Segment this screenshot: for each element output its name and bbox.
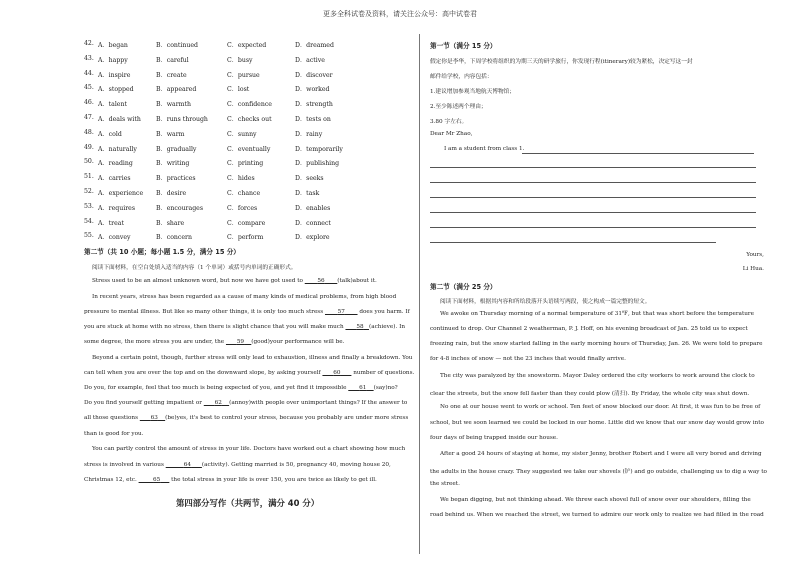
option-row	[84, 99, 412, 111]
option-a: A．began	[98, 42, 128, 49]
story-line: the street.	[430, 481, 460, 487]
grammar-line: can tell when you are over the top and on the downward slope, by asking yourself 60 number of questions.	[84, 370, 415, 376]
option-a: A．cold	[98, 130, 122, 138]
writing-requirement: 2.至少陈述两个理由；	[430, 104, 487, 110]
option-number: 47.	[84, 114, 94, 121]
option-number: 44.	[84, 69, 94, 77]
option-number: 50.	[84, 158, 94, 166]
option-row	[84, 114, 412, 126]
option-row	[84, 144, 412, 156]
option-b: B．create	[156, 71, 187, 79]
option-b: B．gradually	[156, 145, 197, 153]
story-line: We awoke on Thursday morning of a normal temperature of 31℉, but that was short before the temperature	[440, 311, 754, 317]
option-c: C．pursue	[227, 71, 260, 79]
page-header: 更多全科试卷及资料，请关注公众号：高中试卷君	[323, 10, 477, 18]
grammar-line: some degree, the more stress you are under, the 59 (good)your performance will be.	[84, 339, 345, 345]
option-a: A．deals with	[98, 116, 141, 123]
blank-58: 58	[356, 324, 364, 330]
option-number: 42.	[84, 40, 94, 47]
option-c: C．confidence	[227, 101, 272, 109]
option-number: 55.	[84, 232, 94, 240]
option-d: D．discover	[295, 71, 333, 79]
option-a: A．naturally	[98, 145, 137, 153]
option-a: A．carries	[98, 175, 131, 183]
writing-line[interactable]	[430, 167, 756, 168]
option-b: B．writing	[156, 160, 190, 168]
option-c: C．perform	[227, 234, 264, 242]
grammar-line: all those questions 63 (be)yes, it's best to control your stress, because you probably are under more stress	[84, 415, 409, 421]
option-row	[84, 173, 412, 185]
grammar-line: Do you find yourself getting impatient or 62 (annoy)with people over unimportant things? If the answer to	[84, 400, 408, 406]
option-d: D．active	[295, 56, 325, 64]
option-number: 52.	[84, 188, 94, 195]
continuation-title: 第二节（满分 25 分）	[430, 283, 497, 291]
option-row	[84, 188, 412, 200]
part4-title: 第四部分写作（共两节，满分 40 分）	[176, 498, 320, 508]
option-b: B．warm	[156, 130, 185, 138]
grammar-line: you are stuck at home with no stress, then there is slight chance that you will make much 58 (achieve). In	[84, 324, 405, 330]
option-a: A．experience	[98, 190, 144, 197]
option-c: C．sunny	[227, 130, 257, 138]
story-line: continued to drop. Our Channel 2 weatherman, P. J. Hoff, on his evening broadcast of Jan. 25 told us to expect	[430, 326, 748, 332]
story-line: four days of being trapped inside our house.	[430, 435, 558, 441]
option-c: C．eventually	[227, 145, 271, 153]
story-line: school, but we soon learned we could be locked in our home. Little did we know that our snow day would grow into	[430, 420, 764, 426]
blank-61: 61	[359, 385, 367, 391]
blank-62: 62	[214, 400, 222, 406]
grammar-line: Beyond a certain point, though, further stress will only lead to exhaustion, illness and finally a breakdown. You	[92, 355, 413, 361]
option-c: C．chance	[227, 190, 261, 197]
story-line: clear the streets, but the snow fell faster than they could plow (清扫). By Friday, the whole city was shut down.	[430, 391, 750, 397]
option-number: 53.	[84, 202, 94, 210]
option-a: A．reading	[98, 160, 133, 168]
option-c: C．checks out	[227, 116, 272, 123]
writing-requirement: 1.建议增加参观当地航天博物馆；	[430, 89, 516, 95]
section2-instructions: 阅读下面材料，在空白处填入适当的内容（1 个单词）或括号内单词的正确形式。	[92, 265, 297, 271]
writing-requirement: 3.80 字左右。	[430, 119, 468, 125]
option-d: D．worked	[295, 86, 330, 94]
option-d: D．publishing	[295, 160, 340, 168]
blank-64: 64	[183, 462, 192, 468]
option-number: 46.	[84, 99, 94, 107]
story-line: No one at our house went to work or school. Ten feet of snow blocked our door. At first, it was fun to be free of	[440, 404, 761, 410]
grammar-line: than is good for you.	[84, 431, 144, 437]
letter-salutation: Dear Mr Zhao,	[430, 131, 473, 137]
blank-65: 65	[153, 477, 161, 483]
option-c: C．printing	[227, 160, 264, 168]
grammar-line: Do you, for example, feel that too much is being expected of you, and yet find it impossible 61 (say)no?	[84, 385, 398, 391]
writing-line[interactable]	[430, 182, 756, 183]
option-b: B．warmth	[156, 101, 192, 109]
grammar-line: You can partly control the amount of stress in your life. Doctors have worked out a chart showing how much	[92, 446, 406, 452]
option-number: 43.	[84, 54, 94, 62]
option-b: B．share	[156, 219, 185, 227]
option-a: A．stopped	[98, 86, 134, 94]
story-line: the adults in the house crazy. They suggested we take our shovels (铲) and go outside, challenging us to dig a way to	[430, 469, 767, 475]
writing-line[interactable]	[430, 242, 716, 243]
option-row	[84, 84, 412, 96]
writing-line[interactable]	[430, 197, 756, 198]
option-c: C．forces	[227, 204, 258, 212]
option-b: B．runs through	[156, 116, 208, 123]
column-divider	[419, 34, 420, 554]
option-b: B．practices	[156, 175, 196, 183]
blank-57: 57	[337, 309, 345, 315]
option-d: D．seeks	[295, 175, 324, 183]
option-d: D．task	[295, 190, 320, 197]
story-line: After a good 24 hours of staying at home, my sister Jenny, brother Robert and I were all very bored and driving	[440, 451, 762, 457]
writing-line[interactable]	[430, 227, 756, 228]
option-d: D．connect	[295, 219, 331, 227]
writing-line[interactable]	[522, 153, 754, 154]
section2-title: 第二节（共 10 小题；每小题 1.5 分，满分 15 分）	[84, 248, 240, 256]
option-b: B．desire	[156, 190, 187, 197]
writing-line[interactable]	[430, 212, 756, 213]
writing-section-title: 第一节（满分 15 分）	[430, 42, 497, 50]
option-a: A．happy	[98, 56, 128, 64]
writing-prompt: 邮件给学校，内容包括：	[430, 74, 493, 80]
option-b: B．continued	[156, 42, 198, 49]
blank-63: 63	[150, 415, 158, 421]
option-number: 48.	[84, 128, 94, 136]
option-b: B．appeared	[156, 86, 197, 94]
option-d: D．dreamed	[295, 42, 334, 49]
option-d: D．rainy	[295, 130, 323, 138]
option-number: 49.	[84, 143, 94, 151]
option-row	[84, 129, 412, 141]
letter-signature: Li Hua.	[742, 266, 764, 272]
option-b: B．encourages	[156, 204, 204, 212]
option-c: C．hides	[227, 175, 255, 183]
option-row	[84, 55, 412, 67]
story-line: We began digging, but not thinking ahead. We threw each shovel full of snow over our shoulders, filling the	[440, 497, 751, 503]
option-d: D．tests on	[295, 116, 331, 123]
option-c: C．busy	[227, 56, 253, 64]
option-number: 45.	[84, 84, 94, 92]
option-a: A．talent	[98, 101, 127, 109]
letter-first-line: I am a student from class 1.	[444, 146, 525, 152]
option-a: A．inspire	[98, 71, 131, 79]
story-line: The city was paralyzed by the snowstorm. Mayor Daley ordered the city workers to work around the clock to	[440, 373, 755, 379]
blank-59: 59	[236, 339, 245, 345]
option-a: A．requires	[98, 204, 135, 212]
grammar-line: Christmas 12, etc. 65 the total stress in your life is over 150, you are twice as likely to get ill.	[84, 477, 377, 483]
story-line: road behind us. When we reached the street, we turned to admire our work only to realize we had filled in the road	[430, 512, 764, 518]
option-d: D．enables	[295, 204, 331, 212]
blank-56: 56	[317, 278, 325, 284]
letter-closing: Yours,	[746, 252, 764, 258]
option-b: B．careful	[156, 56, 189, 64]
option-row	[84, 70, 412, 82]
story-line: freezing rain, but the snow started falling in the early morning hours of Thursday, Jan. 26. We were told to prepare	[430, 341, 763, 347]
option-number: 51.	[84, 173, 94, 181]
option-d: D．explore	[295, 234, 330, 242]
option-row	[84, 218, 412, 230]
option-d: D．strength	[295, 101, 333, 109]
option-row	[84, 158, 412, 170]
grammar-line: Stress used to be an almost unknown word, but now we have got used to 56 (talk)about it.	[92, 278, 377, 284]
option-row	[84, 203, 412, 215]
option-number: 54.	[84, 217, 94, 225]
grammar-line: pressure to mental illness. But like so many other things, it is only too much stress 57 does you harm. If	[84, 309, 410, 315]
grammar-line: stress is involved in various 64 (activity). Getting married is 50, pregnancy 40, moving house 20,	[84, 462, 391, 468]
blank-60: 60	[333, 370, 341, 376]
option-c: C．lost	[227, 86, 250, 94]
story-line: for 4-8 inches of snow — not the 23 inches that would finally arrive.	[430, 356, 626, 362]
option-row	[84, 232, 412, 244]
option-row	[84, 40, 412, 52]
option-a: A．convey	[98, 234, 131, 242]
option-c: C．expected	[227, 42, 267, 49]
continuation-instructions: 阅读下面材料，根据其内容和所给段落开头语续写两段，使之构成一篇完整的短文。	[440, 299, 651, 305]
option-d: D．temporarily	[295, 145, 343, 153]
option-b: B．concern	[156, 234, 192, 242]
grammar-line: In recent years, stress has been regarded as a cause of many kinds of medical problems, from high blood	[92, 294, 397, 300]
option-c: C．compare	[227, 219, 266, 227]
option-a: A．treat	[98, 219, 124, 227]
writing-prompt: 假定你是李华，下周学校将组织的为期三天的研学旅行，你发现行程(itinerary)较为紧松，决定写这一封	[430, 59, 693, 65]
